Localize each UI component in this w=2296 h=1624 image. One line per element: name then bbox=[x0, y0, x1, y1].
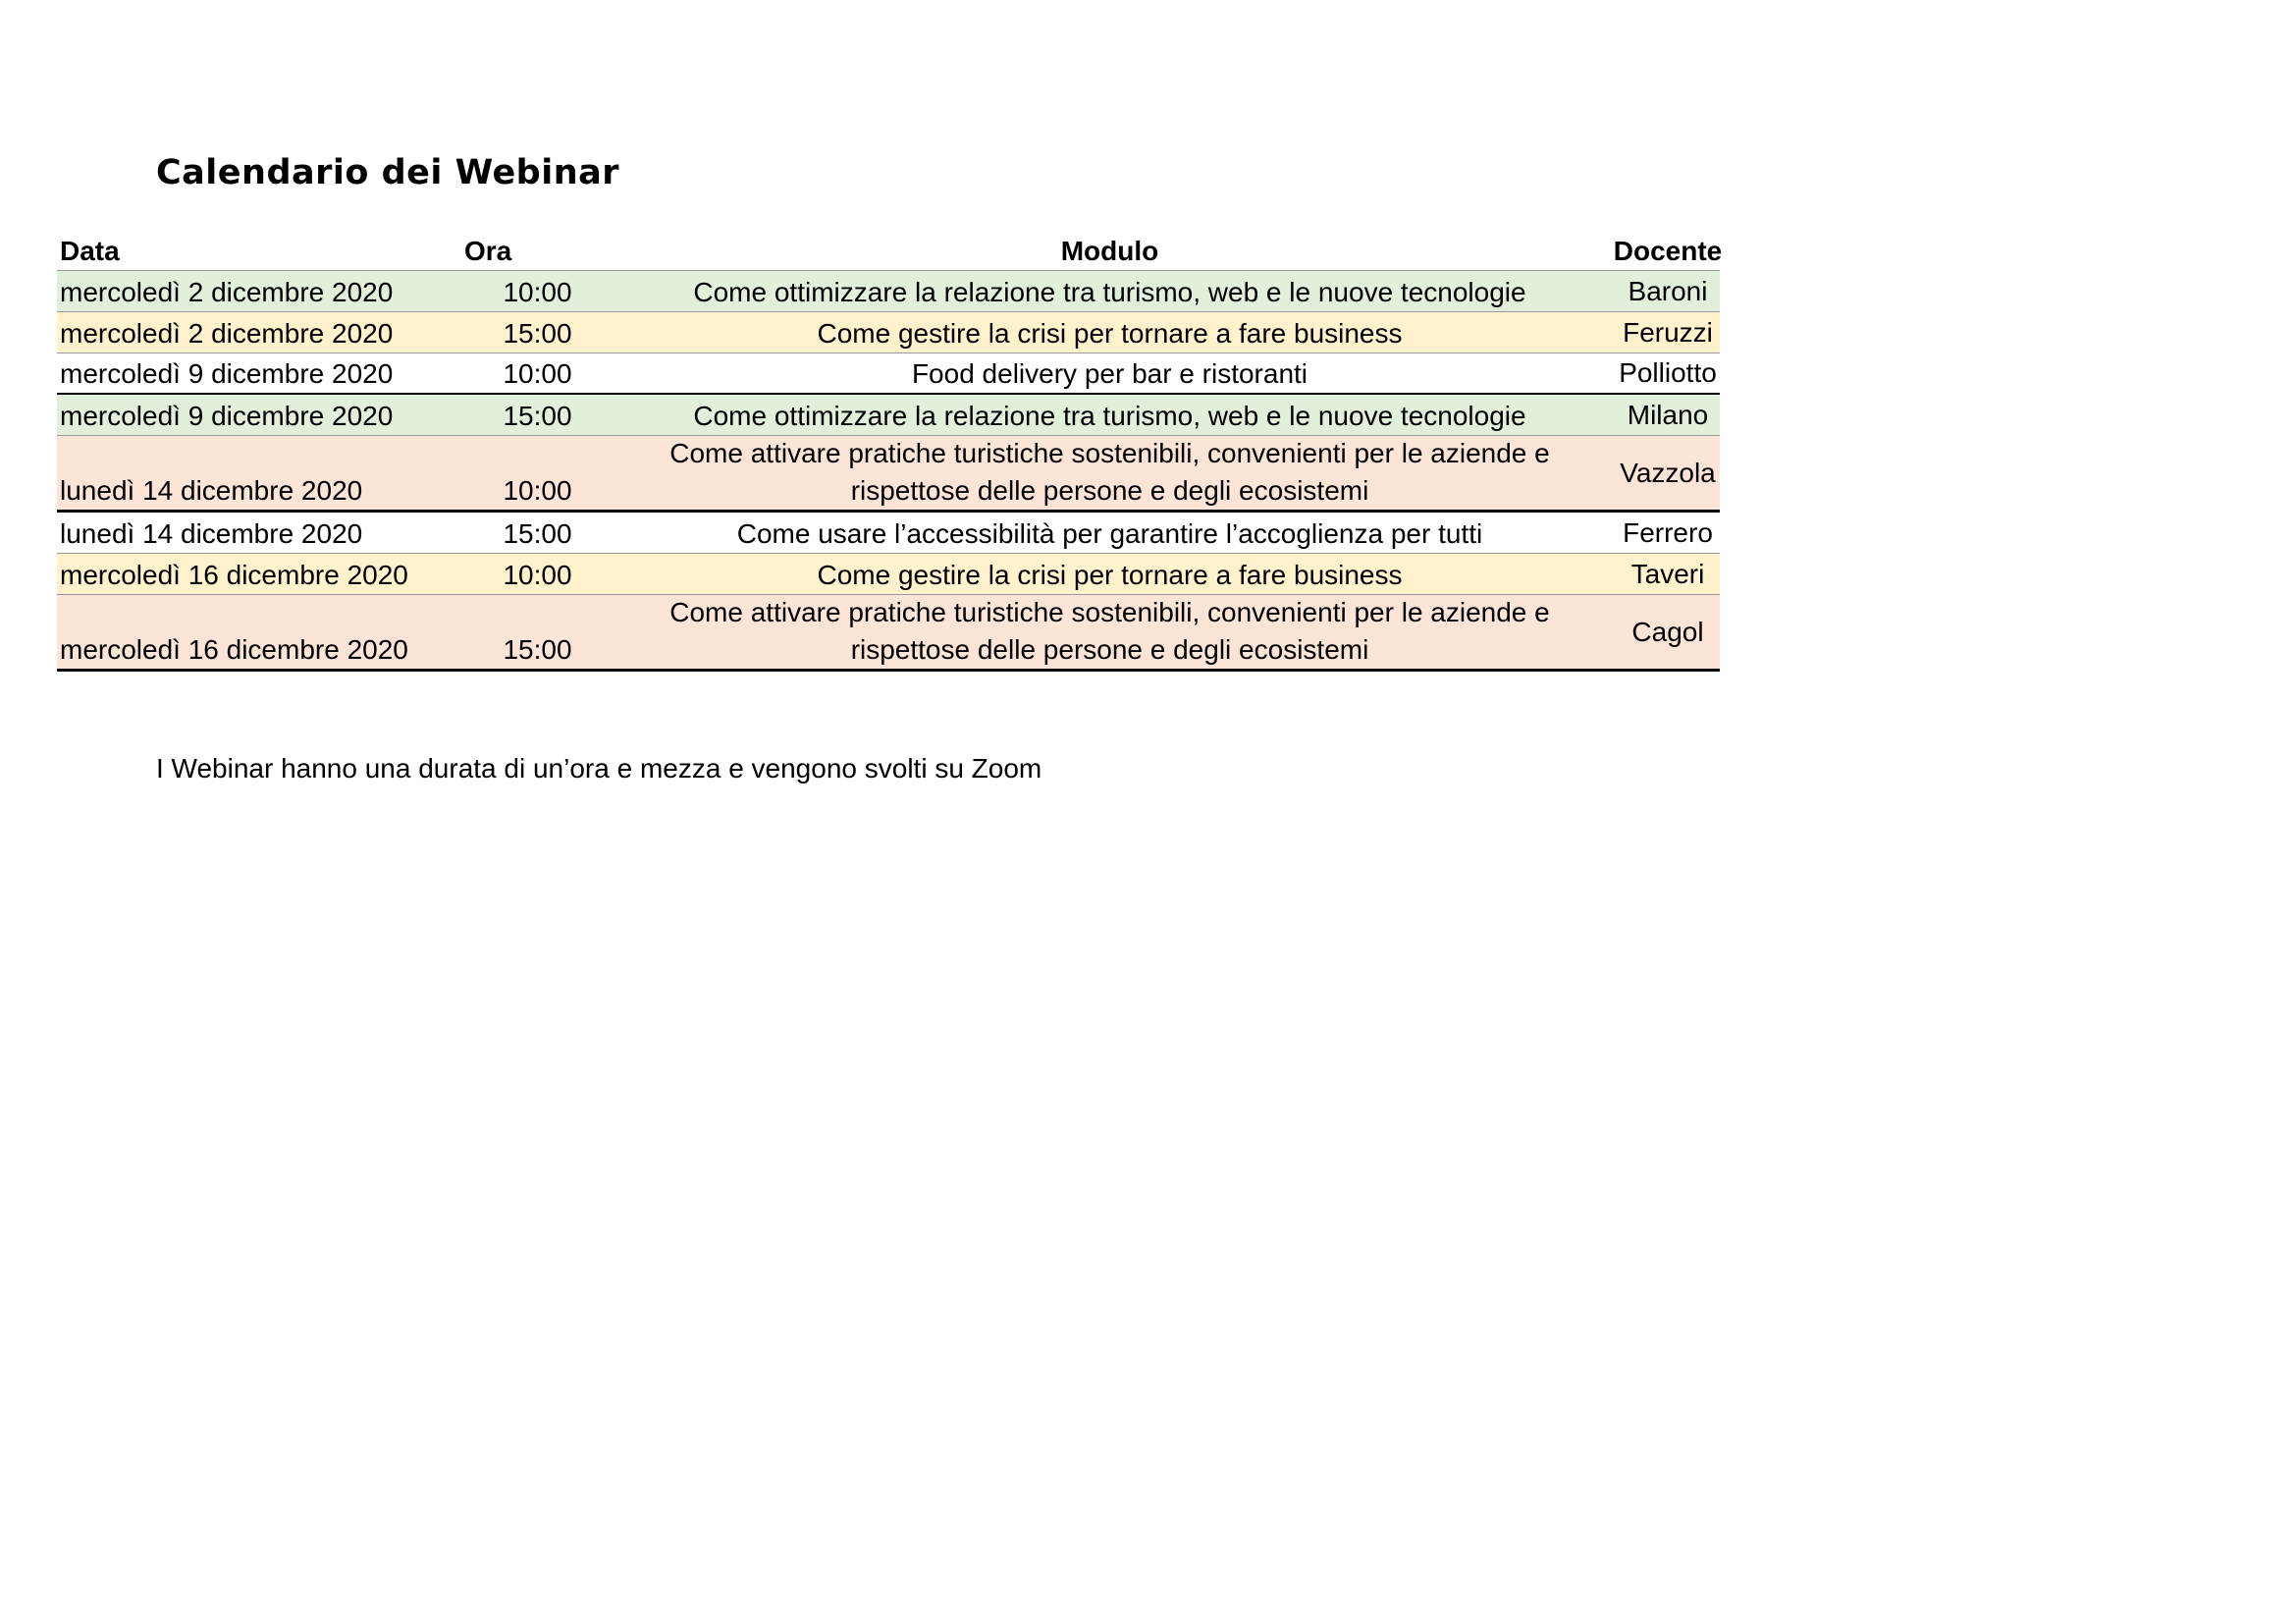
table-row bbox=[57, 513, 1720, 554]
teacher-cell: Polliotto bbox=[1619, 357, 1717, 388]
header-date: Data bbox=[60, 236, 120, 266]
table-header-row bbox=[57, 232, 1723, 271]
date-cell: lunedì 14 dicembre 2020 bbox=[60, 475, 363, 506]
table-row bbox=[57, 595, 1720, 672]
date-cell: lunedì 14 dicembre 2020 bbox=[60, 518, 363, 549]
time-cell: 15:00 bbox=[503, 518, 572, 549]
topic-cell: Food delivery per bar e ristoranti bbox=[911, 358, 1308, 389]
table-row bbox=[57, 554, 1720, 595]
time-cell: 15:00 bbox=[503, 318, 572, 349]
table-row bbox=[57, 395, 1720, 436]
date-cell: mercoledì 16 dicembre 2020 bbox=[60, 560, 408, 590]
topic-cell: Come ottimizzare la relazione tra turismo, web e le nuove tecnologie bbox=[693, 401, 1526, 431]
topic-cell: Come usare l’accessibilità per garantire l’accoglienza per tutti bbox=[736, 518, 1483, 549]
date-cell: mercoledì 2 dicembre 2020 bbox=[60, 277, 394, 307]
date-cell: mercoledì 9 dicembre 2020 bbox=[60, 358, 394, 389]
date-cell: mercoledì 2 dicembre 2020 bbox=[60, 318, 394, 349]
topic-cell: Come ottimizzare la relazione tra turismo, web e le nuove tecnologie bbox=[693, 277, 1526, 307]
teacher-cell: Ferrero bbox=[1623, 516, 1713, 548]
header-topic: Modulo bbox=[1060, 236, 1159, 266]
date-cell: mercoledì 16 dicembre 2020 bbox=[60, 634, 408, 665]
teacher-cell: Feruzzi bbox=[1623, 316, 1713, 348]
time-cell: 10:00 bbox=[503, 277, 572, 307]
time-cell: 10:00 bbox=[503, 560, 572, 590]
date-cell: mercoledì 9 dicembre 2020 bbox=[60, 401, 394, 431]
topic-cell: Come attivare pratiche turistiche sostenibili, convenienti per le aziende e rispettose delle persone e degli ecosistemi bbox=[669, 438, 1550, 506]
teacher-cell: Cagol bbox=[1631, 616, 1704, 647]
header-teacher: Docente bbox=[1613, 236, 1723, 266]
footnote: I Webinar hanno una durata di un’ora e mezza e vengono svolti su Zoom bbox=[156, 753, 1042, 784]
topic-cell: Come gestire la crisi per tornare a fare business bbox=[817, 318, 1403, 349]
table-row bbox=[57, 353, 1720, 395]
time-cell: 15:00 bbox=[503, 634, 572, 665]
time-cell: 10:00 bbox=[503, 475, 572, 506]
time-cell: 15:00 bbox=[503, 401, 572, 431]
table-row bbox=[57, 436, 1720, 513]
topic-cell: Come attivare pratiche turistiche sostenibili, convenienti per le aziende e rispettose delle persone e degli ecosistemi bbox=[669, 597, 1550, 665]
header-time: Ora bbox=[464, 236, 512, 266]
table-row bbox=[57, 312, 1720, 353]
topic-cell: Come gestire la crisi per tornare a fare business bbox=[817, 560, 1403, 590]
time-cell: 10:00 bbox=[503, 358, 572, 389]
table-row bbox=[57, 271, 1720, 312]
teacher-cell: Vazzola bbox=[1620, 457, 1716, 488]
teacher-cell: Milano bbox=[1627, 399, 1709, 430]
teacher-cell: Baroni bbox=[1628, 275, 1708, 306]
webinar-schedule-table bbox=[57, 232, 1723, 672]
teacher-cell: Taveri bbox=[1630, 558, 1705, 589]
document-title: Calendario dei Webinar bbox=[156, 153, 620, 192]
